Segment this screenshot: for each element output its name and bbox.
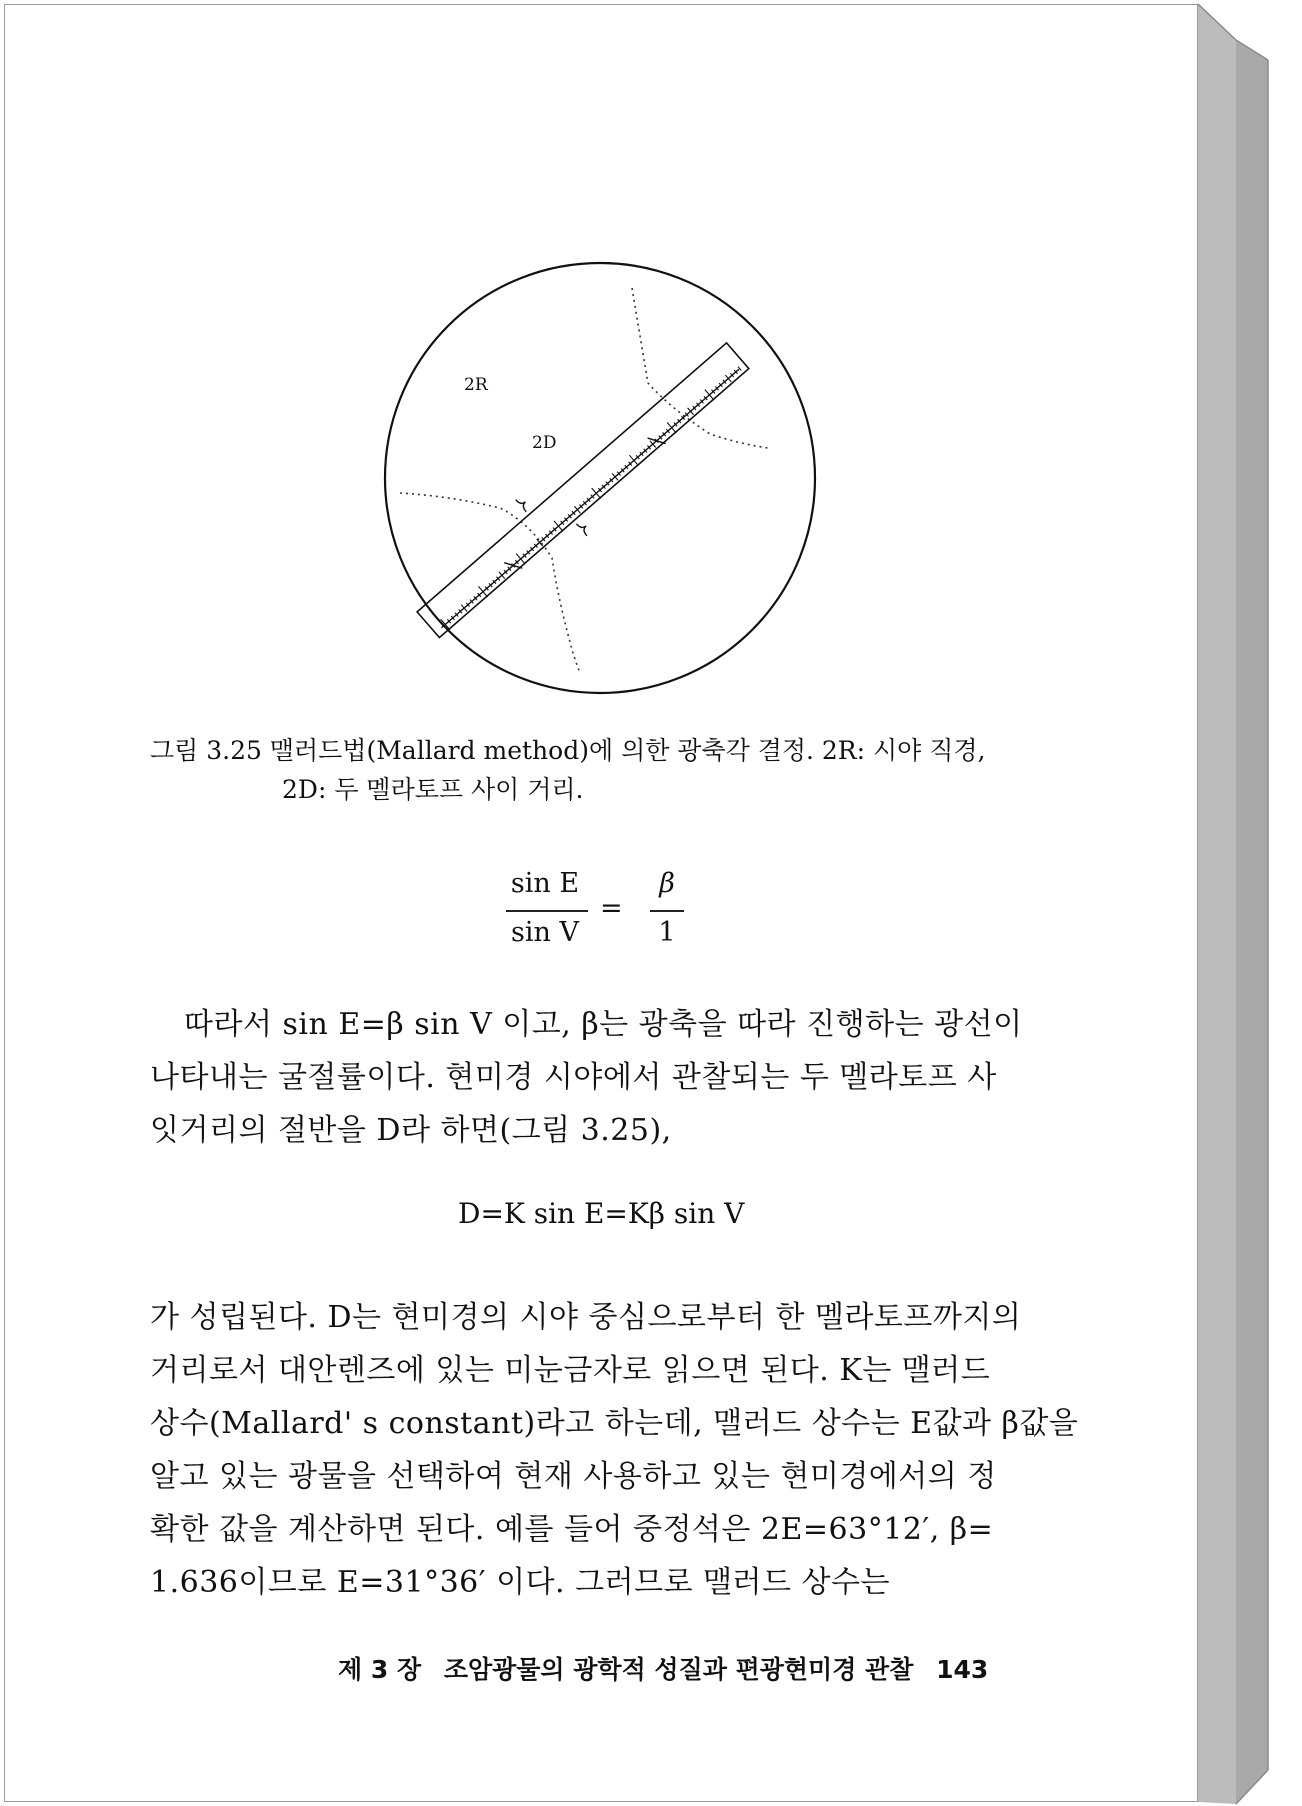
paragraph-2-line: 상수(Mallard' s constant)라고 하는데, 맬러드 상수는 E값과 β값을	[150, 1406, 1079, 1441]
running-footer	[338, 1650, 1002, 1686]
eq1-numerator-right: β	[659, 868, 675, 899]
paragraph-2-line: 1.636이므로 E=31°36′ 이다. 그러므로 맬러드 상수는	[150, 1565, 890, 1600]
paragraph-1-line: 따라서 sin E=β sin V 이고, β는 광축을 따라 진행하는 광선이	[184, 1007, 1023, 1042]
micrometer-ruler	[404, 328, 762, 653]
figure-caption-line-1: 그림 3.25 맬러드법(Mallard method)에 의한 광축각 결정. 2R: 시야 직경,	[150, 736, 986, 765]
figure-caption-line-2: 2D: 두 멜라토프 사이 거리.	[282, 775, 584, 804]
label-2r: 2R	[464, 375, 488, 395]
paragraph-1	[150, 998, 1035, 1157]
paragraph-1-line: 잇거리의 절반을 D라 하면(그림 3.25),	[150, 1113, 672, 1148]
paragraph-2-line: 거리로서 대안렌즈에 있는 미눈금자로 읽으면 된다. K는 맬러드	[150, 1353, 991, 1388]
footer-title: 조암광물의 광학적 성질과 편광현미경 관찰	[443, 1655, 914, 1684]
eq1-numerator-left: sin E	[510, 868, 580, 899]
eq1-denominator-left: sin V	[511, 917, 579, 948]
melatope-mark-left	[504, 556, 522, 575]
brace-2r	[516, 496, 531, 512]
eq1-fraction-bar-right	[650, 910, 684, 912]
brace-2d	[576, 520, 591, 536]
page-number: 143	[936, 1655, 989, 1684]
paragraph-1-line: 나타내는 굴절률이다. 현미경 시야에서 관찰되는 두 멜라토프 사	[150, 1060, 997, 1095]
eq1-denominator-right: 1	[658, 917, 676, 948]
paragraph-2-line: 알고 있는 광물을 선택하여 현재 사용하고 있는 현미경에서의 정	[150, 1459, 997, 1494]
paragraph-2-line: 확한 값을 계산하면 된다. 예를 들어 중정석은 2E=63°12′, β=	[150, 1512, 994, 1547]
equation-2: D=K sin E=Kβ sin V	[458, 1197, 745, 1230]
paragraph-2	[150, 1291, 1079, 1609]
mallard-method-figure	[380, 258, 820, 698]
eq1-fraction-bar-left	[506, 910, 588, 912]
footer-chapter: 제 3 장	[338, 1655, 422, 1684]
paragraph-2-line: 가 성립된다. D는 현미경의 시야 중심으로부터 한 멜라토프까지의	[150, 1300, 1022, 1335]
eq1-equals: =	[600, 893, 623, 924]
isogyre-curve-bottom	[400, 493, 580, 673]
label-2d: 2D	[532, 433, 557, 453]
